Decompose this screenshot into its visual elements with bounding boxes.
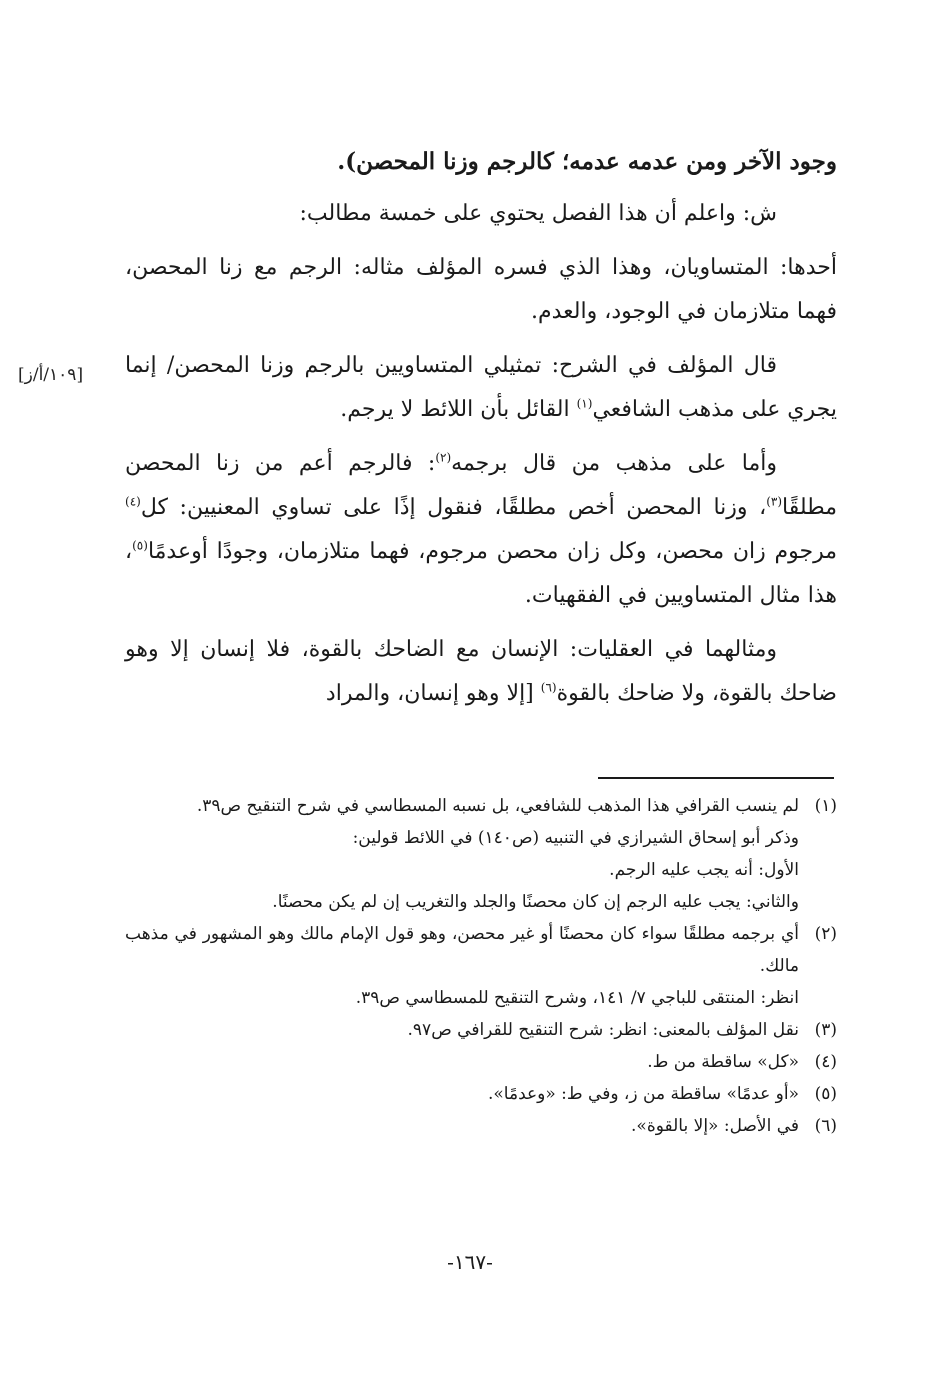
footnote-item: [125, 790, 837, 918]
footnote-body: [125, 1078, 799, 1110]
text-run: ومثالهما في العقليات: الإنسان مع الضاحك بالقوة، فلا إنسان إلا وهو ضاحك بالقوة، ولا ضاحك بالقوة: [125, 637, 837, 706]
footnote-line: أي برجمه مطلقًا سواء كان محصنًا أو غير محصن، وهو قول الإمام مالك وهو المشهور في مذهب مالك.: [125, 924, 799, 976]
footnote-item: [125, 1046, 837, 1078]
footnote-body: [125, 790, 799, 918]
footnote-number: (٣): [814, 1020, 837, 1040]
footnote-ref-3[interactable]: (٣): [766, 494, 783, 509]
footnote-number: (٥): [814, 1084, 837, 1104]
footnote-item: [125, 918, 837, 1014]
footnote-body: [125, 1046, 799, 1078]
margin-manuscript-reference: [١٠٩/أ/ز]: [18, 365, 84, 385]
footnote-body: [125, 918, 799, 1014]
footnote-body: [125, 1110, 799, 1142]
footnote-ref-6[interactable]: (٦): [540, 680, 557, 695]
paragraph-other-school: [125, 442, 837, 618]
footnote-item: [125, 1014, 837, 1046]
footnote-line: «كل» ساقطة من ط.: [647, 1052, 799, 1072]
footnote-line: «أو عدمًا» ساقطة من ز، وفي ط: «وعدمًا».: [488, 1084, 799, 1104]
footnote-ref-1[interactable]: (١): [576, 396, 593, 411]
footnote-line: لم ينسب القرافي هذا المذهب للشافعي، بل نسبه المسطاسي في شرح التنقيح ص٣٩.: [196, 796, 799, 816]
footnote-line: الأول: أنه يجب عليه الرجم.: [609, 860, 799, 880]
text-run: : فالرجم أعم من زنا المحصن مطلقًا: [125, 451, 837, 520]
text-run: قال المؤلف في الشرح: تمثيلي المتساويين بالرجم وزنا المحصن/ إنما يجري على مذهب الشافعي: [125, 353, 837, 422]
text-run: القائل بأن اللائط لا يرجم.: [340, 397, 577, 422]
footnote-number: (٦): [814, 1116, 837, 1136]
paragraph-continuation: وجود الآخر ومن عدمه عدمه؛ كالرجم وزنا المحصن).: [337, 148, 837, 175]
footnote-item: [125, 1078, 837, 1110]
text-run: ، هذا مثال المتساويين في الفقهيات.: [125, 539, 837, 608]
footnotes-section: [125, 790, 837, 1142]
footnote-line: انظر: المنتقى للباجي ٧/ ١٤١، وشرح التنقيح للمسطاسي ص٣٩.: [355, 988, 799, 1008]
footnote-line: والثاني: يجب عليه الرجم إن كان محصنًا والجلد والتغريب إن لم يكن محصنًا.: [272, 892, 799, 912]
footnote-body: [125, 1014, 799, 1046]
footnote-line: وذكر أبو إسحاق الشيرازي في التنبيه (ص١٤٠) في اللائط قولين:: [352, 828, 799, 848]
footnote-ref-5[interactable]: (٥): [132, 538, 148, 553]
footnote-ref-4[interactable]: (٤): [125, 494, 141, 509]
text-run: وأما على مذهب من قال برجمه: [451, 451, 777, 476]
footnote-separator: [598, 777, 834, 779]
paragraph-author-commentary: [125, 344, 837, 432]
footnote-ref-2[interactable]: (٢): [435, 450, 452, 465]
footnote-number: (٢): [814, 924, 837, 944]
paragraph-first-topic: أحدها: المتساويان، وهذا الذي فسره المؤلف مثاله: الرجم مع زنا المحصن، فهما متلازمان في الوجود، والعدم.: [125, 255, 837, 324]
text-run: مرجوم زان محصن، وكل زان محصن مرجوم، فهما متلازمان، وجودًا أوعدمًا: [147, 539, 837, 564]
footnote-number: (٤): [814, 1052, 837, 1072]
paragraph-intro: ش: واعلم أن هذا الفصل يحتوي على خمسة مطالب:: [299, 201, 777, 226]
footnote-line: في الأصل: «إلا بالقوة».: [631, 1116, 799, 1136]
footnote-line: نقل المؤلف بالمعنى: انظر: شرح التنقيح للقرافي ص٩٧.: [407, 1020, 799, 1040]
text-run: [إلا وهو إنسان، والمراد: [325, 681, 541, 706]
footnote-number: (١): [814, 796, 837, 816]
main-text: [125, 140, 837, 726]
page-number: -١٦٧-: [447, 1250, 493, 1274]
footnote-item: [125, 1110, 837, 1142]
paragraph-rational-example: [125, 628, 837, 716]
text-run: ، وزنا المحصن أخص مطلقًا، فنقول إذًا على تساوي المعنيين: كل: [140, 495, 767, 520]
